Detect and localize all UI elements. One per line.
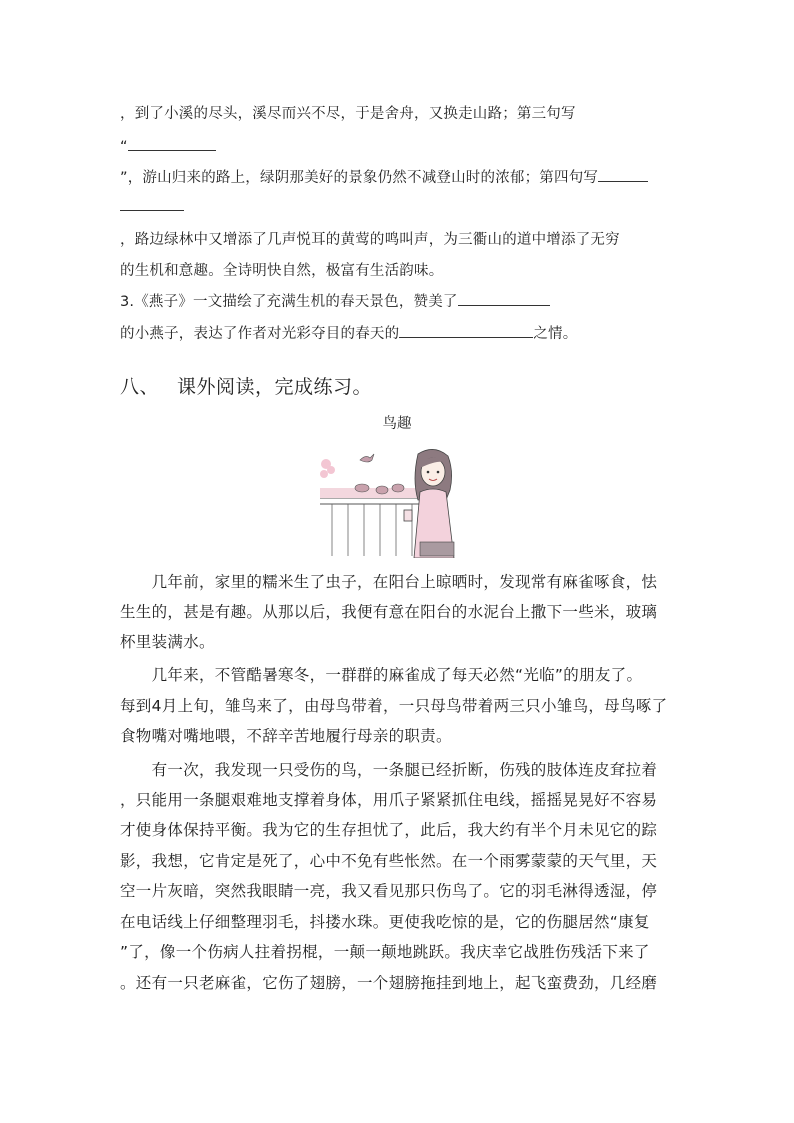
section-number: 八、 bbox=[120, 376, 160, 398]
story-line: 几年前，家里的糯米生了虫子，在阳台上晾晒时，发现常有麻雀啄食，怯 bbox=[120, 573, 658, 591]
question-3-text-c: 之情。 bbox=[533, 326, 578, 342]
question-3-text-b: 的小燕子，表达了作者对光彩夺目的春天的 bbox=[120, 326, 400, 342]
story-line: 杯里装满水。 bbox=[120, 633, 215, 651]
story-line: 空一片灰暗，突然我眼睛一亮，我又看见那只伤鸟了。它的羽毛淋得透湿，停 bbox=[120, 882, 658, 900]
story-line: ”了，像一个伤病人拄着拐棍，一颠一颠地跳跃。我庆幸它战胜伤残活下来了 bbox=[120, 943, 650, 961]
question-3-line-1 bbox=[120, 290, 550, 311]
story-line: 才使身体保持平衡。我为它的生存担忧了，此后，我大约有半个月未见它的踪 bbox=[120, 821, 658, 839]
open-quote: “ bbox=[120, 139, 128, 155]
answer-blank-5[interactable] bbox=[399, 323, 533, 338]
answer-blank-2[interactable] bbox=[598, 167, 648, 182]
answer-blank-1[interactable] bbox=[128, 136, 216, 151]
text-line-3 bbox=[120, 166, 648, 187]
answer-blank-3[interactable] bbox=[120, 196, 184, 211]
question-3-text-a: 3.《燕子》一文描绘了充满生机的春天景色，赞美了 bbox=[120, 294, 458, 310]
story-line: 几年来，不管酷暑寒冬，一群群的麻雀成了每天必然“光临”的朋友了。 bbox=[120, 666, 643, 684]
section-title: 课外阅读，完成练习。 bbox=[177, 376, 373, 398]
question-3-line-2 bbox=[120, 322, 577, 343]
story-line: 每到4月上旬，雏鸟来了，由母鸟带着，一只母鸟带着两三只小雏鸟，母鸟啄了 bbox=[120, 697, 668, 715]
story-title: 鸟趣 bbox=[382, 416, 412, 432]
text-line-5: ，路边绿林中又增添了几声悦耳的黄莺的鸣叫声，为三衢山的道中增添了无穷 bbox=[120, 232, 620, 248]
girl-with-sparrows-illustration bbox=[320, 448, 460, 558]
text-line-1: ，到了小溪的尽头，溪尽而兴不尽，于是舍舟，又换走山路；第三句写 bbox=[120, 106, 576, 122]
text-line-4 bbox=[120, 196, 184, 215]
text-line-3-content: ”，游山归来的路上，绿阴那美好的景象仍然不减登山时的浓郁；第四句写 bbox=[120, 170, 599, 186]
story-line: 生生的，甚是有趣。从那以后，我便有意在阳台的水泥台上撒下一些米，玻璃 bbox=[120, 603, 658, 621]
story-line: 食物嘴对嘴地喂，不辞辛苦地履行母亲的职责。 bbox=[120, 727, 452, 745]
text-line-2 bbox=[120, 136, 216, 155]
story-line: ，只能用一条腿艰难地支撑着身体，用爪子紧紧抓住电线，摇摇晃晃好不容易 bbox=[120, 791, 658, 809]
answer-blank-4[interactable] bbox=[458, 291, 550, 306]
section-heading bbox=[120, 372, 372, 399]
text-line-6: 的生机和意趣。全诗明快自然，极富有生活韵味。 bbox=[120, 263, 444, 279]
story-line: 在电话线上仔细整理羽毛，抖搂水珠。更使我吃惊的是，它的伤腿居然“康复 bbox=[120, 913, 650, 931]
story-line: 影，我想，它肯定是死了，心中不免有些怅然。在一个雨雾蒙蒙的天气里，天 bbox=[120, 852, 658, 870]
story-line: 。还有一只老麻雀，它伤了翅膀，一个翅膀拖挂到地上，起飞蛮费劲，几经磨 bbox=[120, 974, 658, 992]
story-line: 有一次，我发现一只受伤的鸟，一条腿已经折断，伤残的肢体连皮耷拉着 bbox=[120, 761, 658, 779]
